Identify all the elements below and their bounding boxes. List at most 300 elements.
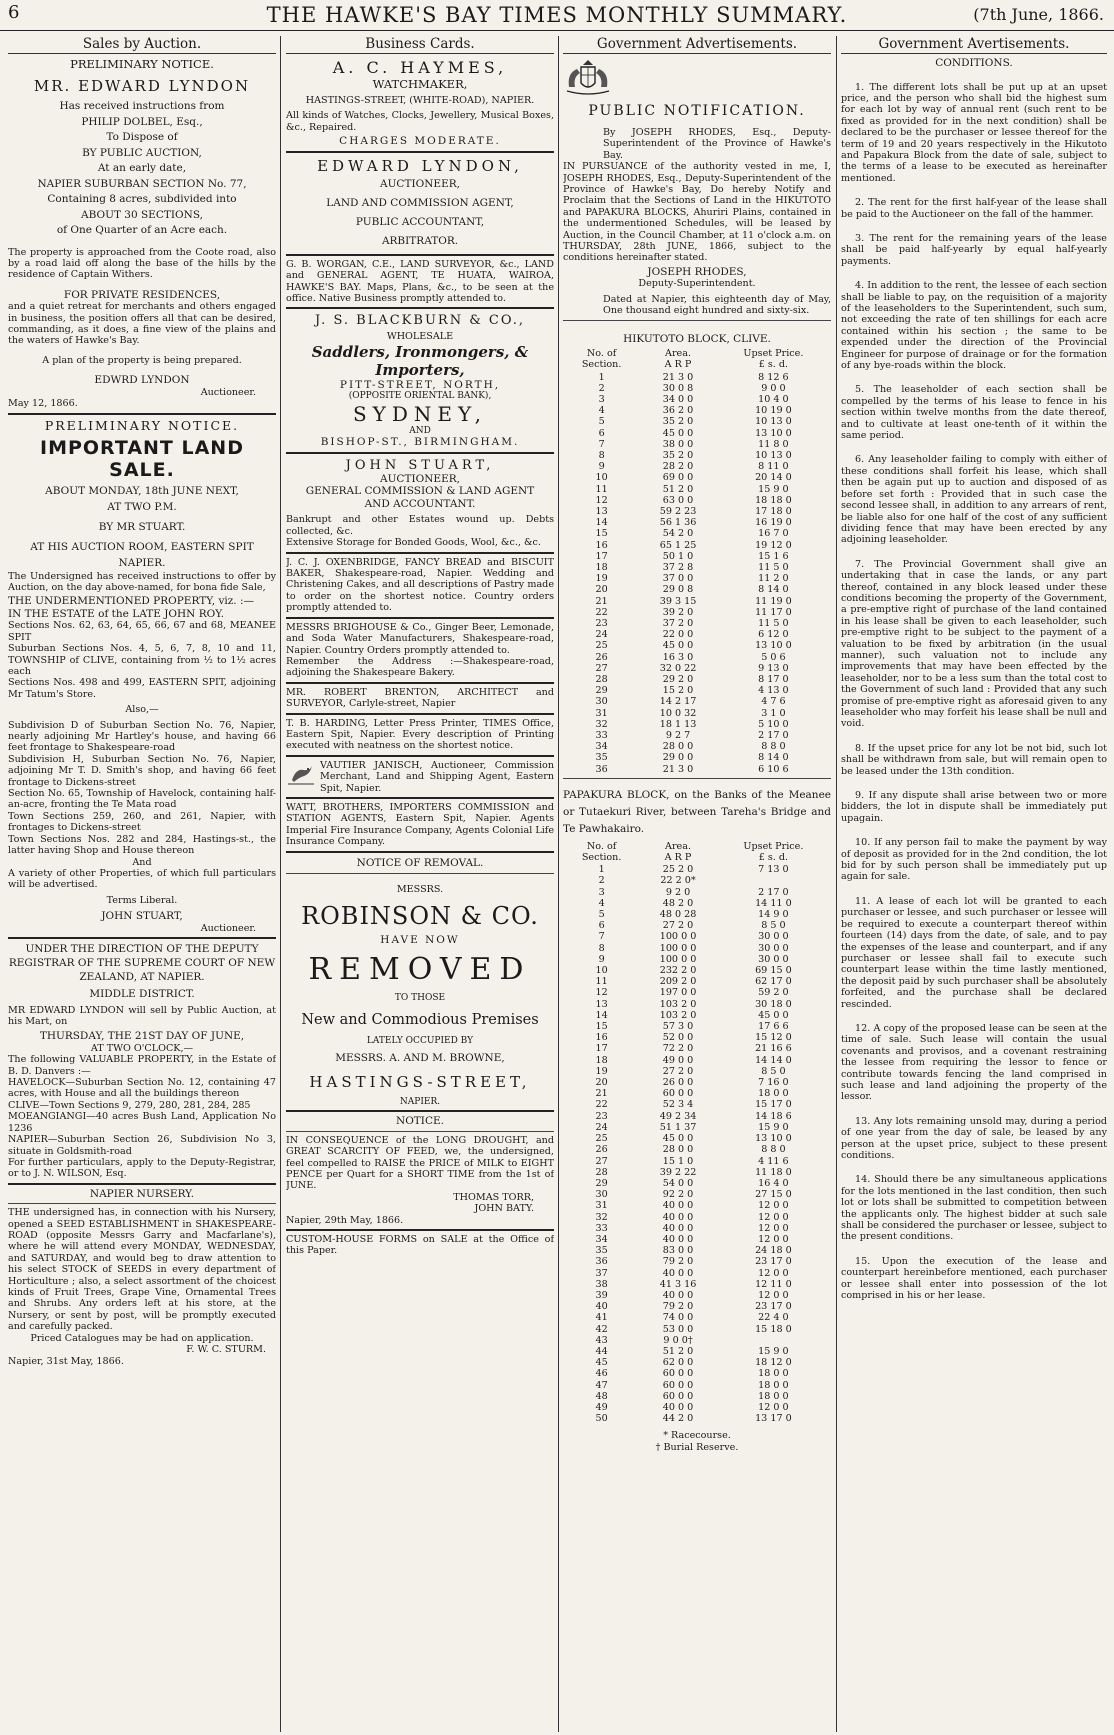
table-cell: 72 2 0 <box>662 1043 694 1055</box>
table-cell: 14 14 0 <box>755 1054 792 1066</box>
table-row <box>563 875 831 886</box>
table-cell: 9 <box>598 461 605 473</box>
table-cell: 13 <box>595 505 608 517</box>
notice-title: NAPIER NURSERY. <box>89 1187 195 1200</box>
table-cell: 12 0 0 <box>758 1267 789 1279</box>
firm-name: ROBINSON & CO. <box>301 901 539 930</box>
condition-item: 10. If any person fail to make the payment by way of deposit as provided for in the 2nd condition, the lot bid for by such person shall be immediately put up again for sale. <box>841 837 1107 883</box>
table-cell: 20 <box>595 584 608 596</box>
table-cell: 15 17 0 <box>755 1099 792 1111</box>
table-cell: 36 <box>595 763 608 775</box>
table-row <box>563 439 831 450</box>
table-cell: 39 2 0 <box>662 606 694 618</box>
table-cell: 15 18 0 <box>755 1323 792 1335</box>
business-line: ARBITRATOR. <box>381 234 459 247</box>
table-row <box>563 428 831 439</box>
table-cell: 8 8 0 <box>761 1144 786 1156</box>
list-item: Town Sections 259, 260, and 261, Napier, with frontages to Dickens-street <box>8 810 276 834</box>
table-row <box>563 484 831 495</box>
table-cell: 18 12 0 <box>755 1357 792 1369</box>
stuart-notice-lines <box>8 483 276 571</box>
table-body <box>563 864 831 1424</box>
table-cell: 40 <box>595 1301 608 1313</box>
table-cell: 12 0 0 <box>758 1222 789 1234</box>
list-item: Suburban Sections Nos. 4, 5, 6, 7, 8, 10 and 11, TOWNSHIP of CLIVE, containing from ½ to 1½ acres each <box>8 643 276 677</box>
business-name: J. S. BLACKBURN & CO., <box>314 313 526 329</box>
table-cell: 1 <box>598 864 605 876</box>
table-row <box>563 1043 831 1054</box>
table-cell: 49 0 0 <box>662 1054 694 1066</box>
table-cell: 12 0 0 <box>758 1289 789 1301</box>
table-cell: 2 17 0 <box>758 730 789 741</box>
table-cell: 23 17 0 <box>755 1256 792 1268</box>
table-cell: 34 <box>595 1233 608 1245</box>
notice-line: of One Quarter of an Acre each. <box>56 224 228 236</box>
table-cell: 16 3 0 <box>662 651 694 663</box>
table-row <box>563 1189 831 1200</box>
condition-item: 15. Upon the execution of the lease and counterpart hereinbefore mentioned, each purchaser or lessee shall enter into possession of the lot comprised in his or her lease. <box>841 1255 1107 1302</box>
table-cell: 13 10 0 <box>755 1133 792 1145</box>
table-cell: 232 2 0 <box>659 965 697 977</box>
table-cell: 35 <box>595 1245 608 1257</box>
notice-title: NOTICE. <box>396 1115 444 1128</box>
notice-line: ABOUT MONDAY, 18th JUNE NEXT, <box>45 484 239 497</box>
table-cell: 30 0 0 <box>758 931 789 943</box>
table-cell: 6 <box>598 427 605 439</box>
business-text: All kinds of Watches, Clocks, Jewellery, Musical Boxes, &c., Repaired. <box>286 110 554 133</box>
notice-line: ABOUT 30 SECTIONS, <box>81 208 203 221</box>
table-cell: 31 <box>595 707 608 719</box>
notice-subheading: IN THE ESTATE of the LATE JOHN ROY. <box>8 607 225 620</box>
table-cell: 5 <box>598 416 605 428</box>
table-cell: 45 0 0 <box>662 427 694 439</box>
table-cell: 6 10 6 <box>758 763 789 775</box>
table-cell: 2 17 0 <box>758 886 789 898</box>
notice-paragraph: Dated at Napier, this eighteenth day of May, One thousand eight hundred and sixty-six. <box>603 293 831 317</box>
table-cell: 16 4 0 <box>758 1177 789 1189</box>
table-cell: 8 <box>598 942 605 954</box>
notice-line: HASTINGS-STREET, <box>309 1072 531 1091</box>
table-cell: 52 3 4 <box>662 1099 694 1111</box>
table-row <box>563 887 831 898</box>
business-text: Bankrupt and other Estates wound up. Debts collected, &c. <box>286 514 554 537</box>
signature: JOHN BATY. <box>474 1203 534 1215</box>
table-cell: 15 2 0 <box>662 685 694 697</box>
table-cell: 37 0 0 <box>662 573 694 585</box>
table-cell: 25 <box>595 640 608 652</box>
table-row <box>563 596 831 607</box>
business-text: G. B. WORGAN, C.E., LAND SURVEYOR, &c., LAND and GENERAL AGENT, TE HUATA, WAIROA, HAWKE'S BAY. Maps, Plans, &c., to be seen at the office. Native Business promptly attended to. <box>286 258 554 304</box>
table-row <box>563 461 831 472</box>
table-cell: 9 0 0 <box>761 382 786 394</box>
table-row <box>563 618 831 629</box>
table-row <box>563 1413 831 1424</box>
notice-title: PRELIMINARY NOTICE. <box>44 417 240 433</box>
table-cell: 17 <box>595 550 608 562</box>
table-row <box>563 1021 831 1032</box>
signature: EDWRD LYNDON <box>94 374 190 387</box>
table-cell: 19 12 0 <box>755 539 792 551</box>
table-cell: 7 13 0 <box>758 864 789 876</box>
column-header: Area. A R P <box>664 840 692 864</box>
table-cell: 52 0 0 <box>662 1032 694 1044</box>
table-cell: 10 0 32 <box>659 707 697 719</box>
table-cell: 27 <box>595 1155 608 1167</box>
headline: IMPORTANT LAND SALE. <box>40 436 244 481</box>
table-cell: 28 2 0 <box>662 461 694 473</box>
notice-line: LATELY OCCUPIED BY <box>366 1035 474 1046</box>
business-line: BISHOP-ST., BIRMINGHAM. <box>320 436 520 449</box>
list-item: HAVELOCK—Suburban Section No. 12, containing 47 acres, with House and all the buildings thereon <box>8 1077 276 1100</box>
business-line: (OPPOSITE ORIENTAL BANK), <box>348 391 492 402</box>
table-row <box>563 472 831 483</box>
table-cell: 28 0 0 <box>662 1144 694 1156</box>
table-row <box>563 1032 831 1043</box>
table-body <box>563 372 831 775</box>
table-cell: 40 0 0 <box>662 1211 694 1223</box>
table-cell: 40 0 0 <box>662 1233 694 1245</box>
table-cell: 62 17 0 <box>755 976 792 988</box>
table-row <box>563 495 831 506</box>
list-item: Subdivision H, Suburban Section No. 76, Napier, adjoining Mr T. D. Smith's shop, and having 66 feet frontage to Dickens-street <box>8 753 276 788</box>
table-cell: 50 1 0 <box>662 550 694 562</box>
table-cell: 47 <box>595 1379 608 1391</box>
table-cell: 18 1 13 <box>659 718 697 730</box>
condition-item: 9. If any dispute shall arise between two or more bidders, the lot in dispute shall be immediately put upagain. <box>841 790 1107 824</box>
table-cell: 14 9 0 <box>758 909 789 921</box>
business-text: T. B. HARDING, Letter Press Printer, TIMES Office, Eastern Spit, Napier. Every description of Printing executed with neatness on the shortest notice. <box>286 717 554 752</box>
notice-subheading: THE UNDERMENTIONED PROPERTY, viz. :— <box>8 595 254 608</box>
business-line: AUCTIONEER, <box>380 177 460 190</box>
schedule-title: PAPAKURA BLOCK, on the Banks of the Meanee or Tutaekuri River, between Tareha's Bridge and Te Pawhakairo. <box>563 788 831 835</box>
notice-line: Has received instructions from <box>59 100 225 112</box>
table-cell: 16 7 0 <box>758 528 789 540</box>
table-row <box>563 1234 831 1245</box>
signature: THOMAS TORR, <box>453 1191 534 1203</box>
table-cell: 92 2 0 <box>662 1189 694 1201</box>
table-cell: 29 <box>595 1177 608 1189</box>
business-name: A. C. HAYMES, <box>332 58 508 77</box>
table-cell: 19 <box>595 573 608 585</box>
table-row <box>563 696 831 707</box>
table-cell: 4 7 6 <box>761 696 786 708</box>
table-row <box>563 1357 831 1368</box>
table-cell: 11 18 0 <box>755 1166 792 1178</box>
business-text: MR. ROBERT BRENTON, ARCHITECT and SURVEYOR, Carlyle-street, Napier <box>286 686 554 710</box>
table-cell: 11 2 0 <box>758 573 789 585</box>
table-cell: 8 5 0 <box>761 1065 786 1077</box>
table-cell: 49 <box>595 1401 608 1413</box>
footnote: * Racecourse. <box>663 1430 731 1442</box>
table-cell: 21 <box>595 1088 608 1100</box>
notice-line: And <box>132 856 152 868</box>
table-cell: 11 17 0 <box>755 606 792 618</box>
notice-line: Terms Liberal. <box>106 894 178 906</box>
table-cell: 15 1 0 <box>662 1155 694 1167</box>
table-cell: 26 <box>595 651 608 663</box>
notice-paragraph: IN CONSEQUENCE of the LONG DROUGHT, and GREAT SCARCITY OF FEED, we, the undersigned, feel compelled to RAISE the PRICE of MILK to EIGHT PENCE per Quart for a SHORT TIME from the 1st of JUNE. <box>286 1134 554 1192</box>
table-cell: 3 <box>598 393 605 405</box>
papakura-schedule-table <box>563 840 831 1425</box>
table-cell: 27 2 0 <box>662 1065 694 1077</box>
table-cell: 14 <box>595 517 608 529</box>
business-line: WHOLESALE <box>386 331 454 343</box>
table-cell: 23 <box>595 1110 608 1122</box>
condition-item: 4. In addition to the rent, the lessee of each section shall be liable to pay, on the requisition of a majority of the leaseholders to the Superintendent, such sum, not exceeding the rate of ten shillings for each acre contained within his section ; the same to be expended under the direction of the Provincial Engineer for purpose of drainage or for the formation of any bye-roads within the block. <box>841 280 1107 372</box>
condition-item: 2. The rent for the first half-year of the lease shall be paid to the Auctioneer on the fall of the hammer. <box>841 197 1107 220</box>
table-cell <box>716 1335 831 1346</box>
table-row <box>563 640 831 651</box>
condition-item: 13. Any lots remaining unsold may, during a period of one year from the day of sale, be leased by any person at the upset price, subject to these present conditions. <box>841 1115 1107 1161</box>
table-row <box>563 1335 831 1346</box>
table-cell: 4 <box>598 405 605 417</box>
table-row <box>563 999 831 1010</box>
page-number: 6 <box>8 2 20 23</box>
table-cell: 8 14 0 <box>758 584 789 596</box>
table-cell: 40 0 0 <box>662 1200 694 1212</box>
condition-item: 8. If the upset price for any lot be not bid, such lot shall be withdrawn from sale, but will remain open to be leased under the 13th condition. <box>841 742 1107 777</box>
table-cell: 15 9 0 <box>758 1345 789 1357</box>
list-item: Sections Nos. 62, 63, 64, 65, 66, 67 and 68, MEANEE SPIT <box>8 620 276 643</box>
table-row <box>563 517 831 528</box>
table-cell: 22 2 0* <box>660 875 696 887</box>
table-cell: 9 2 0 <box>665 886 691 898</box>
table-row <box>563 450 831 461</box>
table-row <box>563 551 831 562</box>
table-cell: 23 <box>595 617 608 629</box>
table-cell: 16 <box>595 1032 608 1044</box>
business-name: EDWARD LYNDON, <box>317 156 523 175</box>
notice-line: Priced Catalogues may be had on application. <box>30 1332 254 1344</box>
notice-line: NAPIER SUBURBAN SECTION No. 77, <box>37 177 247 190</box>
table-cell: 21 16 6 <box>755 1043 792 1055</box>
table-cell: 41 3 16 <box>659 1278 697 1290</box>
column-header: Upset Price. £ s. d. <box>743 840 804 864</box>
hikutoto-schedule-table <box>563 347 831 775</box>
table-cell: 83 0 0 <box>662 1245 694 1257</box>
table-cell: 103 2 0 <box>659 1009 697 1021</box>
auctioneer-name: MR. EDWARD LYNDON <box>33 77 251 95</box>
table-cell: 8 <box>598 449 605 461</box>
notice-title: PRELIMINARY NOTICE. <box>70 57 214 71</box>
table-cell: 79 2 0 <box>662 1301 694 1313</box>
notice-line: AT TWO O'CLOCK,— <box>90 1042 194 1054</box>
table-row <box>563 920 831 931</box>
table-row <box>563 1077 831 1088</box>
business-lines <box>286 175 554 251</box>
table-cell: 62 0 0 <box>662 1357 694 1369</box>
table-cell: 197 0 0 <box>659 987 697 999</box>
table-cell: 18 18 0 <box>755 494 792 506</box>
table-cell: 28 <box>595 1166 608 1178</box>
table-cell: 65 1 25 <box>659 539 697 551</box>
table-cell: 46 <box>595 1368 608 1380</box>
table-cell: 30 0 0 <box>758 942 789 954</box>
table-cell: 49 2 34 <box>659 1110 697 1122</box>
notice-paragraph: CUSTOM-HOUSE FORMS on SALE at the Office of this Paper. <box>286 1234 554 1257</box>
table-row <box>563 528 831 539</box>
table-cell: 56 1 36 <box>659 517 697 529</box>
table-row <box>563 1178 831 1189</box>
table-cell: 42 <box>595 1323 608 1335</box>
table-cell: 29 0 8 <box>662 584 694 596</box>
table-cell: 54 2 0 <box>662 528 694 540</box>
table-cell: 45 0 0 <box>758 1009 789 1021</box>
column-header: Sales by Auction. <box>8 36 276 54</box>
table-row <box>563 898 831 909</box>
table-cell: 36 <box>595 1256 608 1268</box>
table-cell: 10 4 0 <box>758 393 789 405</box>
table-row <box>563 719 831 730</box>
column-divider <box>836 36 837 1732</box>
table-cell: 14 2 17 <box>659 696 697 708</box>
column-conditions <box>841 36 1107 1732</box>
business-name: JOHN STUART, <box>345 457 495 473</box>
table-cell: 30 <box>595 1189 608 1201</box>
table-cell: 60 0 0 <box>662 1368 694 1380</box>
table-cell: 12 0 0 <box>758 1233 789 1245</box>
table-cell: 48 2 0 <box>662 897 694 909</box>
list-item: Subdivision D of Suburban Section No. 76, Napier, nearly adjoining Mr Hartley's house, and having 66 feet frontage to Shakespeare-road <box>8 719 276 754</box>
table-cell: 48 0 28 <box>659 909 697 921</box>
list-item: NAPIER—Suburban Section 26, Subdivision No 3, situate in Goldsmith-road <box>8 1134 276 1157</box>
signature: F. W. C. STURM. <box>186 1344 266 1356</box>
table-row <box>563 1144 831 1155</box>
table-row <box>563 1111 831 1122</box>
table-cell: 57 3 0 <box>662 1021 694 1033</box>
table-cell: 40 0 0 <box>662 1267 694 1279</box>
table-cell: 20 14 0 <box>755 472 792 484</box>
condition-item: 12. A copy of the proposed lease can be seen at the time of sale. Such lease will contain the usual covenants and provisos, and a covenant restraining the lessee from requiring the lessor to fence or contribute towards fencing the land comprised in such lease and land adjoining the property of the lessor. <box>841 1022 1107 1103</box>
table-cell: 38 <box>595 1278 608 1290</box>
list-item: CLIVE—Town Sections 9, 279, 280, 281, 284, 285 <box>8 1099 251 1111</box>
list-item: MOEANGIANGI—40 acres Bush Land, Application No 1236 <box>8 1111 276 1134</box>
table-cell: 24 18 0 <box>755 1245 792 1257</box>
table-cell: 35 2 0 <box>662 416 694 428</box>
table-cell: 8 8 0 <box>761 741 786 753</box>
notice-paragraph: THE undersigned has, in connection with his Nursery, opened a SEED ESTABLISHMENT in SHAKESPEARE-ROAD (opposite Messrs Garry and Macfarlane's), where he will attend every MONDAY, WEDNESDAY, and SATURDAY, and would beg to draw attention to his select STOCK of SEEDS in every department of Horticulture ; also, a select assortment of the choicest kinds of Fruit Trees, Grape Vine, Ornamental Trees and Shrubs. Any orders left at his store, at the Nursery, or sent by post, will be promptly executed and carefully packed. <box>8 1207 276 1333</box>
table-row <box>563 652 831 663</box>
table-row <box>563 1324 831 1335</box>
schedule-title: HIKUTOTO BLOCK, CLIVE. <box>623 332 771 345</box>
conditions-list <box>841 82 1107 1302</box>
table-row <box>563 674 831 685</box>
table-row <box>563 383 831 394</box>
table-cell: 37 2 0 <box>662 617 694 629</box>
janisch-card <box>286 760 554 794</box>
table-cell: 21 3 0 <box>662 371 694 383</box>
table-cell: 24 <box>595 1121 608 1133</box>
notice-line: AT HIS AUCTION ROOM, EASTERN SPIT NAPIER. <box>30 540 254 569</box>
table-cell: 9 2 7 <box>665 730 691 741</box>
table-row <box>563 573 831 584</box>
table-cell: 11 5 0 <box>758 617 789 629</box>
lyndon-notice-lines <box>8 99 276 239</box>
signature: JOSEPH RHODES, <box>647 265 747 278</box>
table-cell: 2 <box>598 382 605 394</box>
table-cell: 23 17 0 <box>755 1301 792 1313</box>
notice-paragraph: IN PURSUANCE of the authority vested in me, I, JOSEPH RHODES, Esq., Deputy-Superintendent of the Province of Hawke's Bay, Do hereby Notify and Proclaim that the Sections of Land in the HIKUTOTO and PAPAKURA BLOCKS, Ahuriri Plains, contained in the undermentioned Schedules, will be leased by Auction, in the Council Chamber, at 11 o'clock a.m. on THURSDAY, 28th JUNE, 1866, subject to the conditions hereinafter stated. <box>563 161 831 264</box>
table-row <box>563 540 831 551</box>
table-cell: 40 0 0 <box>662 1401 694 1413</box>
table-cell: 45 0 0 <box>662 1133 694 1145</box>
business-text: J. C. J. OXENBRIDGE, FANCY BREAD and BISCUIT BAKER, Shakespeare-road, Napier. Wedding and Christening Cakes, and all descriptions of Pastry made to order on the shortest notice. Country orders promptly attended to. <box>286 556 554 614</box>
notice-line: AT TWO P.M. <box>107 500 177 513</box>
table-row <box>563 764 831 775</box>
table-cell: 36 2 0 <box>662 405 694 417</box>
table-cell: 35 <box>595 752 608 764</box>
table-cell <box>716 875 831 886</box>
table-row <box>563 987 831 998</box>
table-cell: 16 <box>595 539 608 551</box>
notice-title: NOTICE OF REMOVAL. <box>356 856 484 869</box>
property-list <box>8 620 276 700</box>
business-text: MESSRS BRIGHOUSE & Co., Ginger Beer, Lemonade, and Soda Water Manufacturers, Shakespeare-road, Napier. Country Orders promptly attended to. <box>286 621 554 656</box>
condition-item: 11. A lease of each lot will be granted to each purchaser or lessee, and such purchaser or lessee will be required to execute a counterpart thereof within fourteen (14) days from the date, of sale, and to pay the expenses of the lease and counterpart, and if any purchaser or lessee shall fail to execute such counterpart lease within the time lastly mentioned, the deposit paid by such purchaser shall be absolutely forfeited, and the purchase shall be declared rescinded. <box>841 895 1107 1010</box>
table-row <box>563 741 831 752</box>
table-cell: 7 <box>598 931 605 943</box>
notice-line: BY MR STUART. <box>98 520 186 533</box>
notice-paragraph: MR EDWARD LYNDON will sell by Public Auction, at his Mart, on <box>8 1004 276 1027</box>
table-cell: 29 <box>595 685 608 697</box>
table-cell: 44 2 0 <box>662 1413 694 1425</box>
table-cell: 59 2 0 <box>758 987 789 999</box>
table-cell: 17 18 0 <box>755 505 792 517</box>
table-row <box>563 1099 831 1110</box>
footnote: † Burial Reserve. <box>655 1442 739 1454</box>
table-cell: 4 13 0 <box>758 685 789 697</box>
table-cell: 13 10 0 <box>755 640 792 652</box>
notice-line: At an early date, <box>97 162 187 174</box>
business-city: SYDNEY, <box>352 401 488 426</box>
table-cell: 26 <box>595 1144 608 1156</box>
table-cell: 14 18 6 <box>755 1110 792 1122</box>
condition-item: 7. The Provincial Government shall give an undertaking that in case the lands, or any part thereof, contained in any block leased under these conditions becoming the property of the Government, a pre-emptive right of purchase of the land contained in his lease shall be given to each leaseholder, such pre-emptive right to be subject to the payment of a valuation to be fixed by arbitration (in the usual manner), such valuation not to include any improvements that may have been effected by the leaseholder, nor to be a less sum than the total cost to the Government of such land : Provided that any such promise of pre-emptive right as aforesaid given to any leaseholder who may forfeit his lease shall be null and void. <box>841 558 1107 730</box>
newspaper-title: THE HAWKE'S BAY TIMES MONTHLY SUMMARY. <box>266 3 848 27</box>
business-line: PUBLIC ACCOUNTANT, <box>355 215 485 228</box>
column-header: Government Avertisements. <box>841 36 1107 54</box>
table-cell: 11 <box>595 483 608 495</box>
condition-item: 1. The different lots shall be put up at an upset price, and the person who shall bid the highest sum for each lot by way of annual rent (such rent to be fixed as provided for in the next condition) shall be declared to be the purchaser or lessee thereof for the term of 19 and 20 years respectively in the Hikutoto and Papakura Block from the date of sale, subject to the terms of a lease to be executed as hereinafter mentioned. <box>841 81 1107 184</box>
notice-date: Napier, 29th May, 1866. <box>286 1214 404 1226</box>
table-cell: 5 <box>598 909 605 921</box>
table-row <box>563 1256 831 1267</box>
table-cell: 54 0 0 <box>662 1177 694 1189</box>
removed-headline: REMOVED <box>308 952 532 987</box>
table-cell: 39 3 15 <box>659 595 697 607</box>
table-cell: 27 15 0 <box>755 1189 792 1201</box>
table-row <box>563 1212 831 1223</box>
table-cell: 3 1 0 <box>761 707 786 719</box>
table-cell: 22 4 0 <box>758 1312 789 1324</box>
table-cell: 4 <box>598 897 605 909</box>
table-cell: 16 19 0 <box>755 517 792 529</box>
conditions-title: CONDITIONS. <box>935 57 1013 69</box>
table-cell: 21 3 0 <box>662 763 694 775</box>
table-cell: 9 <box>598 953 605 965</box>
business-line: AND ACCOUNTANT. <box>364 497 476 510</box>
table-cell: 37 2 8 <box>662 561 694 573</box>
table-row <box>563 965 831 976</box>
table-row <box>563 405 831 416</box>
signature-role: Auctioneer. <box>200 922 256 934</box>
table-cell: 6 <box>598 920 605 932</box>
table-cell: 29 2 0 <box>662 673 694 685</box>
table-row <box>563 607 831 618</box>
business-line: GENERAL COMMISSION & LAND AGENT <box>305 485 535 498</box>
table-cell: 79 2 0 <box>662 1256 694 1268</box>
notice-subheading: FOR PRIVATE RESIDENCES, <box>63 288 221 301</box>
